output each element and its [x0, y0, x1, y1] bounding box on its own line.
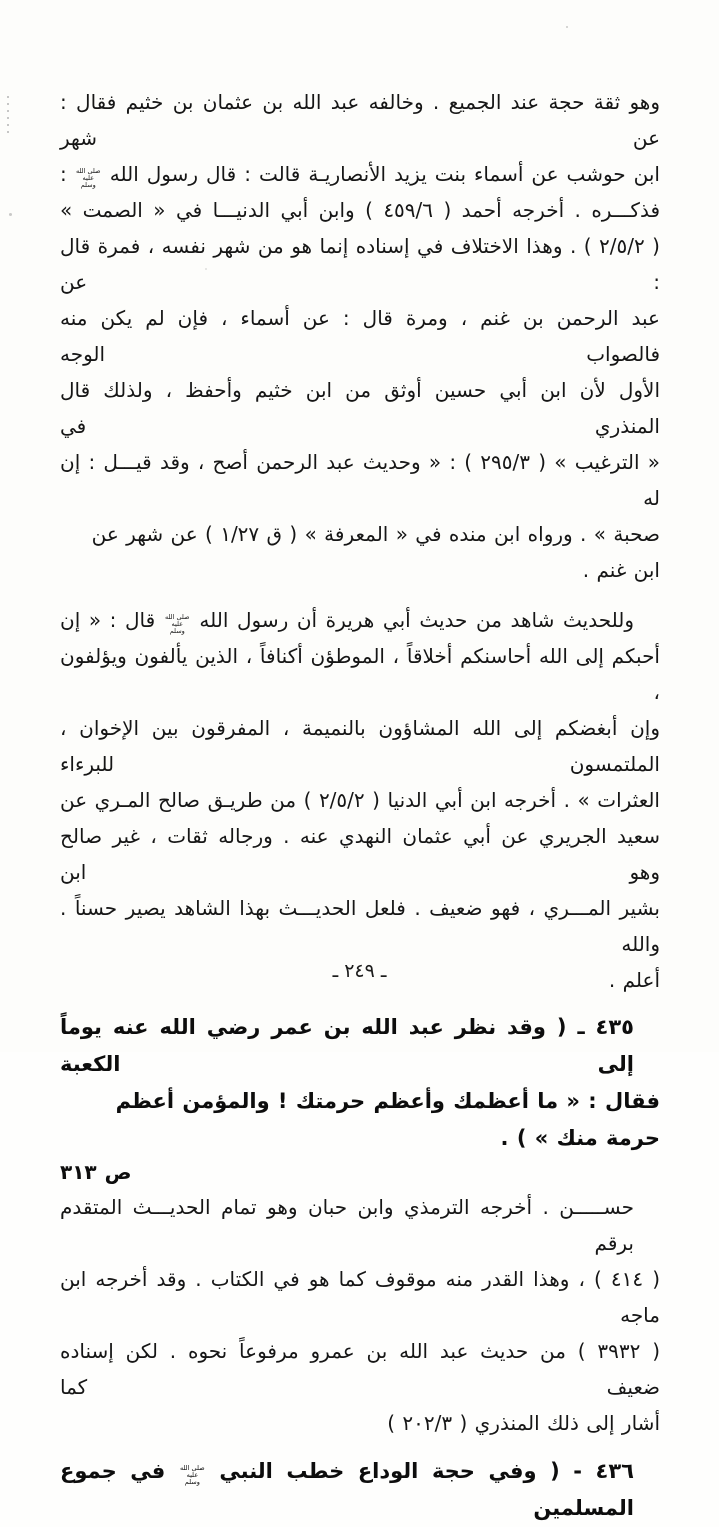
text-line: أشار إلى ذلك المنذري ( ٢٠٢/٣ ): [387, 1411, 660, 1435]
text-line: العثرات » . أخرجه ابن أبي الدنيا ( ٢/٥/٢ ) من طريـق صالح المـري عن: [60, 788, 660, 812]
text-line: « الترغيب » ( ٢٩٥/٣ ) : « وحديث عبد الرحمن أصح ، وقد قيـــل : إن له: [60, 450, 660, 510]
text-line: صحبة » . ورواه ابن منده في « المعرفة » ( ق ١/٢٧ ) عن شهر عن ابن غنم .: [91, 522, 660, 582]
page-number: ـ ٢٤٩ ـ: [332, 960, 387, 982]
pbuh-ornament: صلى الله عليه وسلم: [75, 167, 101, 189]
text-line: عبد الرحمن بن غنم ، ومرة قال : عن أسماء ، فإن لم يكن منه فالصواب الوجه: [60, 306, 660, 366]
text-line: وإن أبغضكم إلى الله المشاؤون بالنميمة ، المفرقون بين الإخوان ، الملتمسون للبرءاء: [60, 716, 660, 776]
text-line: ٤٣٥ ـ ( وقد نظر عبد الله بن عمر رضي الله عنه يوماً إلى الكعبة: [60, 1015, 634, 1076]
pbuh-ornament: صلى الله عليه وسلم: [164, 613, 190, 635]
hadith-entry-435: [60, 1009, 660, 1187]
paragraph-grading-435: [60, 1189, 660, 1441]
text-line: فذكـــره . أخرجه أحمد ( ٤٥٩/٦ ) وابن أبي الدنيـــا في « الصمت »: [60, 198, 661, 222]
scan-artifact: [7, 96, 9, 138]
text-line: ص ٣١٣: [60, 1160, 132, 1184]
text-column: [60, 84, 660, 1527]
text-line: فقال : « ما أعظمك وأعظم حرمتك ! والمؤمن أعظم حرمة منك » ) .: [115, 1089, 660, 1150]
text-line: ابن حوشب عن أسماء بنت يزيد الأنصاريـة قالت : قال رسول الله صلى الله عليه وسلم :: [60, 162, 660, 189]
paragraph-isnad-discussion: [60, 84, 660, 588]
pbuh-ornament: صلى الله عليه وسلم: [180, 1464, 205, 1486]
text-line: حســـــن . أخرجه الترمذي وابن حبان وهو تمام الحديـــث المتقدم برقم: [60, 1195, 634, 1255]
paragraph-witness-hadith: [60, 602, 660, 998]
text-line: الأول لأن ابن أبي حسين أوثق من ابن خثيم وأحفظ ، ولذلك قال المنذري في: [60, 378, 660, 438]
text-line: ( ٢/٥/٢ ) . وهذا الاختلاف في إسناده إنما هو من شهر نفسه ، فمرة قال : عن: [60, 234, 660, 294]
text-line: أحبكم إلى الله أحاسنكم أخلاقاً ، الموطؤن أكنافاً ، الذين يألفون ويؤلفون ،: [60, 644, 660, 704]
text-line: وهو ثقة حجة عند الجميع . وخالفه عبد الله بن عثمان بن خثيم فقال : عن شهر: [60, 90, 660, 150]
text-line: ( ٤١٤ ) ، وهذا القدر منه موقوف كما هو في الكتاب . وقد أخرجه ابن ماجه: [60, 1267, 660, 1327]
text-line: وللحديث شاهد من حديث أبي هريرة أن رسول الله صلى الله عليه وسلم قال : « إن: [60, 608, 634, 635]
text-line: ( ٣٩٣٢ ) من حديث عبد الله بن عمرو مرفوعاً نحوه . لكن إسناده ضعيف كما: [60, 1339, 660, 1399]
text-line: ٤٣٦ - ( وفي حجة الوداع خطب النبي صلى الله عليه وسلم في جموع المسلمين: [60, 1459, 634, 1520]
text-line: بشير المـــري ، فهو ضعيف . فلعل الحديـــث بهذا الشاهد يصير حسناً . والله: [60, 896, 660, 956]
scan-artifact: [566, 26, 568, 28]
text-line: أعلم .: [608, 968, 660, 992]
scan-artifact: [9, 213, 12, 216]
hadith-entry-436: [60, 1453, 660, 1527]
text-line: سعيد الجريري عن أبي عثمان النهدي عنه . ورجاله ثقات ، غير صالح وهو ابن: [60, 824, 660, 884]
